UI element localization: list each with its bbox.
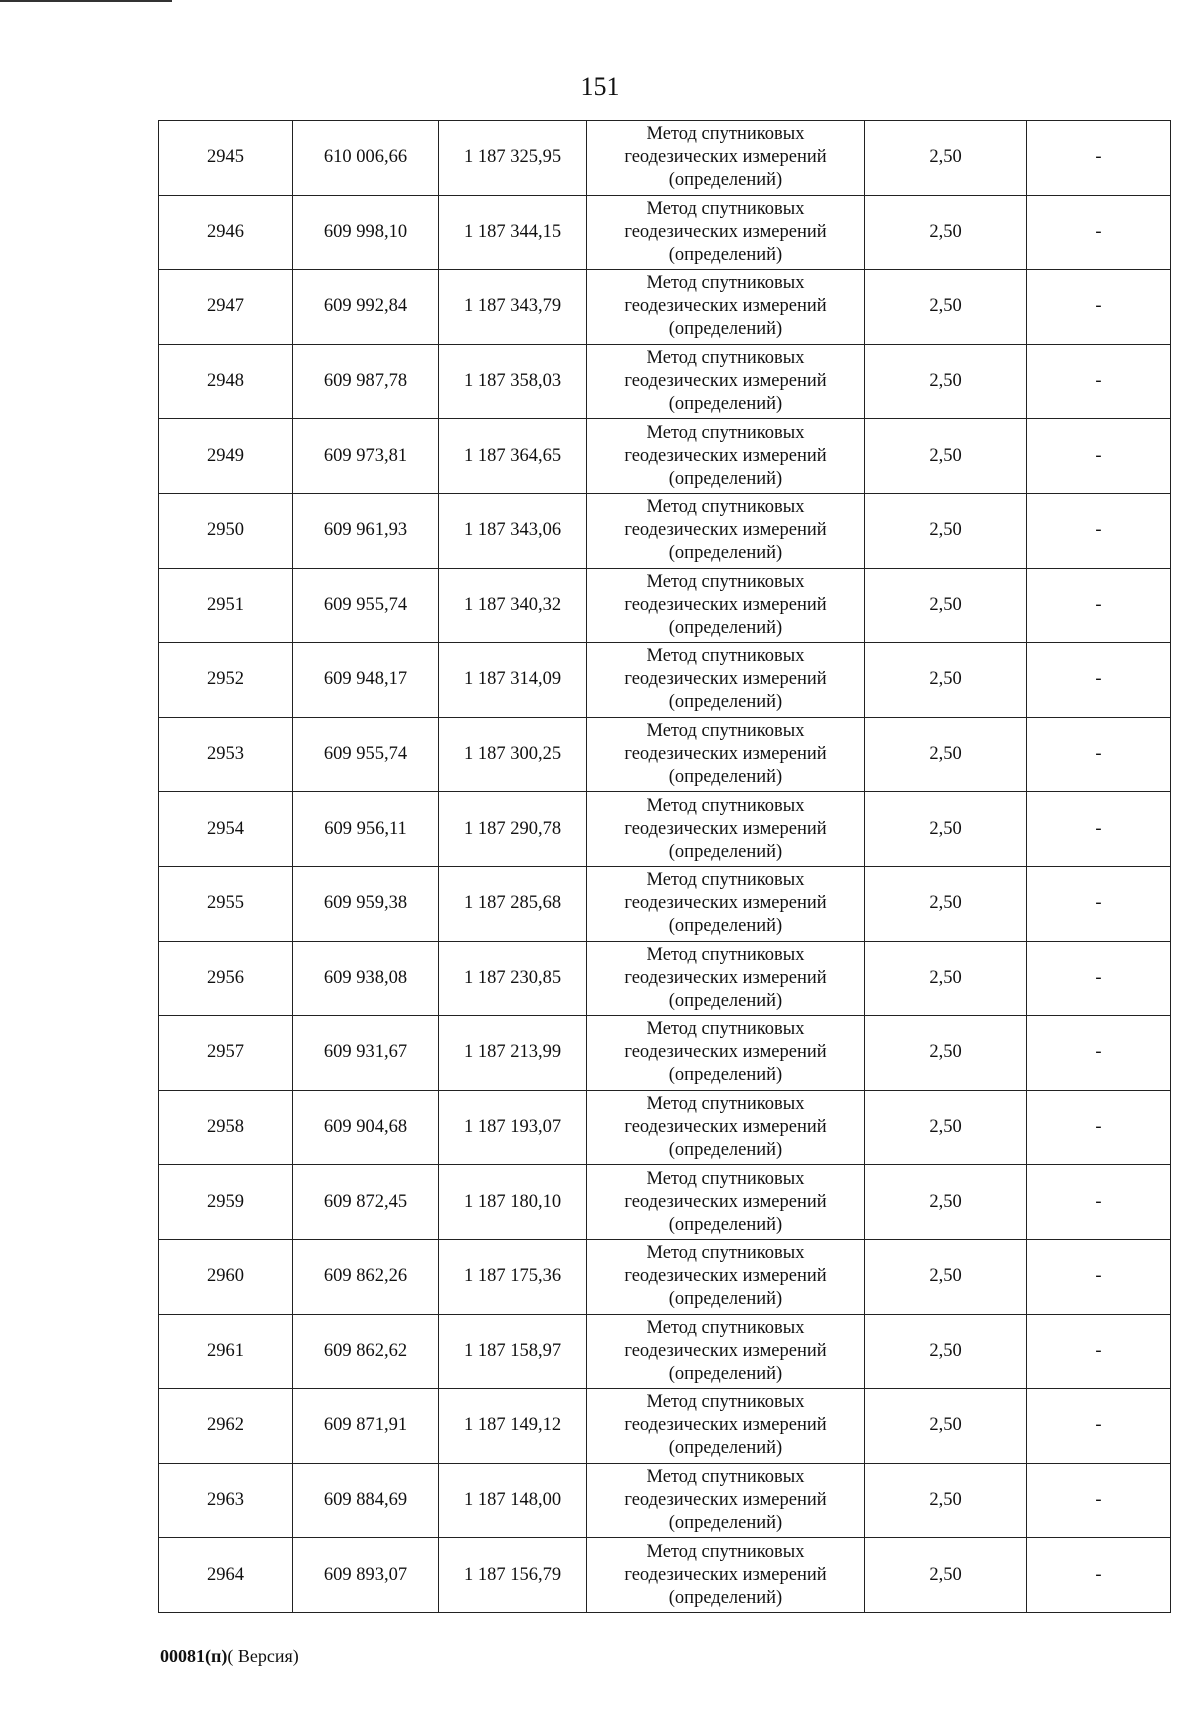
point-number-cell: 2956 bbox=[159, 941, 293, 1016]
method-line: (определений) bbox=[668, 1438, 783, 1459]
method-line: Метод спутниковых bbox=[646, 1466, 805, 1487]
x-coordinate-cell: 609 955,74 bbox=[293, 717, 439, 792]
footer bbox=[160, 1646, 299, 1667]
x-coordinate-cell: 609 884,69 bbox=[293, 1463, 439, 1538]
point-number-cell: 2952 bbox=[159, 643, 293, 718]
accuracy-cell: 2,50 bbox=[865, 1538, 1027, 1613]
method-line: (определений) bbox=[668, 841, 783, 862]
point-number-cell: 2954 bbox=[159, 792, 293, 867]
method-line: (определений) bbox=[668, 916, 783, 937]
note-cell: - bbox=[1027, 643, 1171, 718]
method-line: Метод спутниковых bbox=[646, 1541, 805, 1562]
y-coordinate-cell: 1 187 364,65 bbox=[439, 419, 587, 494]
x-coordinate-cell: 609 871,91 bbox=[293, 1389, 439, 1464]
method-line: Метод спутниковых bbox=[646, 422, 805, 443]
method-line: Метод спутниковых bbox=[646, 1019, 805, 1040]
method-cell bbox=[587, 1239, 865, 1314]
method-cell bbox=[587, 643, 865, 718]
method-line: геодезических измерений bbox=[624, 445, 827, 466]
note-cell: - bbox=[1027, 1389, 1171, 1464]
table-row bbox=[159, 941, 1171, 1016]
method-line: геодезических измерений bbox=[624, 744, 827, 765]
method-cell bbox=[587, 195, 865, 270]
method-line: геодезических измерений bbox=[624, 371, 827, 392]
method-cell bbox=[587, 1389, 865, 1464]
method-cell bbox=[587, 717, 865, 792]
method-line: Метод спутниковых bbox=[646, 1168, 805, 1189]
method-cell bbox=[587, 1165, 865, 1240]
x-coordinate-cell: 609 893,07 bbox=[293, 1538, 439, 1613]
note-cell: - bbox=[1027, 792, 1171, 867]
note-cell: - bbox=[1027, 941, 1171, 1016]
table-row bbox=[159, 493, 1171, 568]
method-line: Метод спутниковых bbox=[646, 198, 805, 219]
method-line: Метод спутниковых bbox=[646, 1094, 805, 1115]
point-number-cell: 2963 bbox=[159, 1463, 293, 1538]
y-coordinate-cell: 1 187 230,85 bbox=[439, 941, 587, 1016]
table-row bbox=[159, 1016, 1171, 1091]
note-cell: - bbox=[1027, 568, 1171, 643]
y-coordinate-cell: 1 187 343,79 bbox=[439, 270, 587, 345]
method-line: Метод спутниковых bbox=[646, 571, 805, 592]
x-coordinate-cell: 609 959,38 bbox=[293, 866, 439, 941]
x-coordinate-cell: 609 987,78 bbox=[293, 344, 439, 419]
point-number-cell: 2945 bbox=[159, 121, 293, 196]
method-line: Метод спутниковых bbox=[646, 1243, 805, 1264]
method-line: Метод спутниковых bbox=[646, 1392, 805, 1413]
table-row bbox=[159, 1389, 1171, 1464]
method-line: геодезических измерений bbox=[624, 520, 827, 541]
table-row bbox=[159, 643, 1171, 718]
note-cell: - bbox=[1027, 270, 1171, 345]
method-line: Метод спутниковых bbox=[646, 944, 805, 965]
table-row bbox=[159, 121, 1171, 196]
method-cell bbox=[587, 1314, 865, 1389]
method-line: (определений) bbox=[668, 319, 783, 340]
y-coordinate-cell: 1 187 325,95 bbox=[439, 121, 587, 196]
accuracy-cell: 2,50 bbox=[865, 121, 1027, 196]
point-number-cell: 2950 bbox=[159, 493, 293, 568]
coordinates-table bbox=[158, 120, 1171, 1613]
note-cell: - bbox=[1027, 344, 1171, 419]
method-line: Метод спутниковых bbox=[646, 870, 805, 891]
y-coordinate-cell: 1 187 340,32 bbox=[439, 568, 587, 643]
method-line: (определений) bbox=[668, 990, 783, 1011]
x-coordinate-cell: 609 862,26 bbox=[293, 1239, 439, 1314]
method-line: (определений) bbox=[668, 394, 783, 415]
y-coordinate-cell: 1 187 290,78 bbox=[439, 792, 587, 867]
method-cell bbox=[587, 270, 865, 345]
method-line: Метод спутниковых bbox=[646, 124, 805, 145]
accuracy-cell: 2,50 bbox=[865, 1016, 1027, 1091]
y-coordinate-cell: 1 187 175,36 bbox=[439, 1239, 587, 1314]
method-cell bbox=[587, 419, 865, 494]
table-row bbox=[159, 1538, 1171, 1613]
point-number-cell: 2960 bbox=[159, 1239, 293, 1314]
y-coordinate-cell: 1 187 180,10 bbox=[439, 1165, 587, 1240]
method-line: геодезических измерений bbox=[624, 967, 827, 988]
method-line: геодезических измерений bbox=[624, 893, 827, 914]
method-line: (определений) bbox=[668, 1065, 783, 1086]
method-line: (определений) bbox=[668, 767, 783, 788]
method-line: (определений) bbox=[668, 1289, 783, 1310]
table-row bbox=[159, 1314, 1171, 1389]
point-number-cell: 2961 bbox=[159, 1314, 293, 1389]
table-row bbox=[159, 866, 1171, 941]
x-coordinate-cell: 609 992,84 bbox=[293, 270, 439, 345]
method-line: Метод спутниковых bbox=[646, 721, 805, 742]
table-row bbox=[159, 344, 1171, 419]
note-cell: - bbox=[1027, 195, 1171, 270]
note-cell: - bbox=[1027, 1314, 1171, 1389]
table-row bbox=[159, 419, 1171, 494]
method-line: (определений) bbox=[668, 1512, 783, 1533]
table-row bbox=[159, 717, 1171, 792]
point-number-cell: 2947 bbox=[159, 270, 293, 345]
y-coordinate-cell: 1 187 343,06 bbox=[439, 493, 587, 568]
method-line: геодезических измерений bbox=[624, 147, 827, 168]
accuracy-cell: 2,50 bbox=[865, 1165, 1027, 1240]
table-row bbox=[159, 1463, 1171, 1538]
x-coordinate-cell: 609 948,17 bbox=[293, 643, 439, 718]
accuracy-cell: 2,50 bbox=[865, 1463, 1027, 1538]
accuracy-cell: 2,50 bbox=[865, 866, 1027, 941]
method-line: (определений) bbox=[668, 468, 783, 489]
method-line: (определений) bbox=[668, 1214, 783, 1235]
note-cell: - bbox=[1027, 1090, 1171, 1165]
table-row bbox=[159, 1165, 1171, 1240]
accuracy-cell: 2,50 bbox=[865, 419, 1027, 494]
point-number-cell: 2949 bbox=[159, 419, 293, 494]
method-line: геодезических измерений bbox=[624, 1266, 827, 1287]
method-line: геодезических измерений bbox=[624, 1117, 827, 1138]
method-line: (определений) bbox=[668, 543, 783, 564]
method-cell bbox=[587, 568, 865, 643]
method-cell bbox=[587, 941, 865, 1016]
point-number-cell: 2955 bbox=[159, 866, 293, 941]
y-coordinate-cell: 1 187 213,99 bbox=[439, 1016, 587, 1091]
table-row bbox=[159, 1239, 1171, 1314]
method-cell bbox=[587, 1463, 865, 1538]
method-line: (определений) bbox=[668, 617, 783, 638]
y-coordinate-cell: 1 187 158,97 bbox=[439, 1314, 587, 1389]
accuracy-cell: 2,50 bbox=[865, 195, 1027, 270]
table-body bbox=[159, 121, 1171, 1613]
method-line: геодезических измерений bbox=[624, 1415, 827, 1436]
accuracy-cell: 2,50 bbox=[865, 344, 1027, 419]
table-row bbox=[159, 270, 1171, 345]
method-line: геодезических измерений bbox=[624, 1191, 827, 1212]
method-line: геодезических измерений bbox=[624, 669, 827, 690]
method-line: Метод спутниковых bbox=[646, 646, 805, 667]
point-number-cell: 2948 bbox=[159, 344, 293, 419]
y-coordinate-cell: 1 187 344,15 bbox=[439, 195, 587, 270]
point-number-cell: 2946 bbox=[159, 195, 293, 270]
note-cell: - bbox=[1027, 1239, 1171, 1314]
point-number-cell: 2959 bbox=[159, 1165, 293, 1240]
point-number-cell: 2964 bbox=[159, 1538, 293, 1613]
method-line: (определений) bbox=[668, 692, 783, 713]
method-line: (определений) bbox=[668, 1363, 783, 1384]
top-rule bbox=[0, 0, 172, 2]
method-line: (определений) bbox=[668, 170, 783, 191]
note-cell: - bbox=[1027, 1016, 1171, 1091]
y-coordinate-cell: 1 187 358,03 bbox=[439, 344, 587, 419]
method-cell bbox=[587, 121, 865, 196]
method-line: Метод спутниковых bbox=[646, 795, 805, 816]
point-number-cell: 2953 bbox=[159, 717, 293, 792]
x-coordinate-cell: 609 998,10 bbox=[293, 195, 439, 270]
table-row bbox=[159, 1090, 1171, 1165]
method-line: геодезических измерений bbox=[624, 296, 827, 317]
note-cell: - bbox=[1027, 717, 1171, 792]
point-number-cell: 2962 bbox=[159, 1389, 293, 1464]
method-line: геодезических измерений bbox=[624, 1564, 827, 1585]
method-line: геодезических измерений bbox=[624, 1340, 827, 1361]
y-coordinate-cell: 1 187 148,00 bbox=[439, 1463, 587, 1538]
method-line: геодезических измерений bbox=[624, 1042, 827, 1063]
x-coordinate-cell: 609 872,45 bbox=[293, 1165, 439, 1240]
y-coordinate-cell: 1 187 285,68 bbox=[439, 866, 587, 941]
accuracy-cell: 2,50 bbox=[865, 270, 1027, 345]
accuracy-cell: 2,50 bbox=[865, 1090, 1027, 1165]
footer-version: ( Версия) bbox=[227, 1646, 299, 1666]
method-cell bbox=[587, 493, 865, 568]
method-cell bbox=[587, 1090, 865, 1165]
accuracy-cell: 2,50 bbox=[865, 717, 1027, 792]
y-coordinate-cell: 1 187 193,07 bbox=[439, 1090, 587, 1165]
method-line: геодезических измерений bbox=[624, 594, 827, 615]
accuracy-cell: 2,50 bbox=[865, 792, 1027, 867]
accuracy-cell: 2,50 bbox=[865, 1314, 1027, 1389]
x-coordinate-cell: 609 931,67 bbox=[293, 1016, 439, 1091]
accuracy-cell: 2,50 bbox=[865, 643, 1027, 718]
method-line: (определений) bbox=[668, 1587, 783, 1608]
x-coordinate-cell: 609 961,93 bbox=[293, 493, 439, 568]
note-cell: - bbox=[1027, 121, 1171, 196]
y-coordinate-cell: 1 187 300,25 bbox=[439, 717, 587, 792]
method-cell bbox=[587, 866, 865, 941]
footer-code: 00081(п) bbox=[160, 1646, 228, 1666]
method-cell bbox=[587, 1016, 865, 1091]
method-cell bbox=[587, 1538, 865, 1613]
x-coordinate-cell: 609 973,81 bbox=[293, 419, 439, 494]
method-cell bbox=[587, 792, 865, 867]
method-line: геодезических измерений bbox=[624, 221, 827, 242]
table-row bbox=[159, 792, 1171, 867]
method-line: геодезических измерений bbox=[624, 818, 827, 839]
method-line: Метод спутниковых bbox=[646, 1317, 805, 1338]
page-number: 151 bbox=[580, 72, 620, 101]
y-coordinate-cell: 1 187 149,12 bbox=[439, 1389, 587, 1464]
x-coordinate-cell: 609 904,68 bbox=[293, 1090, 439, 1165]
method-line: Метод спутниковых bbox=[646, 497, 805, 518]
accuracy-cell: 2,50 bbox=[865, 1389, 1027, 1464]
x-coordinate-cell: 610 006,66 bbox=[293, 121, 439, 196]
point-number-cell: 2957 bbox=[159, 1016, 293, 1091]
note-cell: - bbox=[1027, 1463, 1171, 1538]
note-cell: - bbox=[1027, 493, 1171, 568]
table-row bbox=[159, 195, 1171, 270]
point-number-cell: 2951 bbox=[159, 568, 293, 643]
x-coordinate-cell: 609 956,11 bbox=[293, 792, 439, 867]
note-cell: - bbox=[1027, 419, 1171, 494]
note-cell: - bbox=[1027, 1538, 1171, 1613]
point-number-cell: 2958 bbox=[159, 1090, 293, 1165]
y-coordinate-cell: 1 187 314,09 bbox=[439, 643, 587, 718]
y-coordinate-cell: 1 187 156,79 bbox=[439, 1538, 587, 1613]
accuracy-cell: 2,50 bbox=[865, 568, 1027, 643]
note-cell: - bbox=[1027, 1165, 1171, 1240]
table-row bbox=[159, 568, 1171, 643]
method-line: Метод спутниковых bbox=[646, 273, 805, 294]
accuracy-cell: 2,50 bbox=[865, 1239, 1027, 1314]
accuracy-cell: 2,50 bbox=[865, 493, 1027, 568]
x-coordinate-cell: 609 862,62 bbox=[293, 1314, 439, 1389]
method-line: (определений) bbox=[668, 1140, 783, 1161]
x-coordinate-cell: 609 955,74 bbox=[293, 568, 439, 643]
method-cell bbox=[587, 344, 865, 419]
method-line: геодезических измерений bbox=[624, 1489, 827, 1510]
method-line: (определений) bbox=[668, 244, 783, 265]
note-cell: - bbox=[1027, 866, 1171, 941]
x-coordinate-cell: 609 938,08 bbox=[293, 941, 439, 1016]
method-line: Метод спутниковых bbox=[646, 348, 805, 369]
accuracy-cell: 2,50 bbox=[865, 941, 1027, 1016]
